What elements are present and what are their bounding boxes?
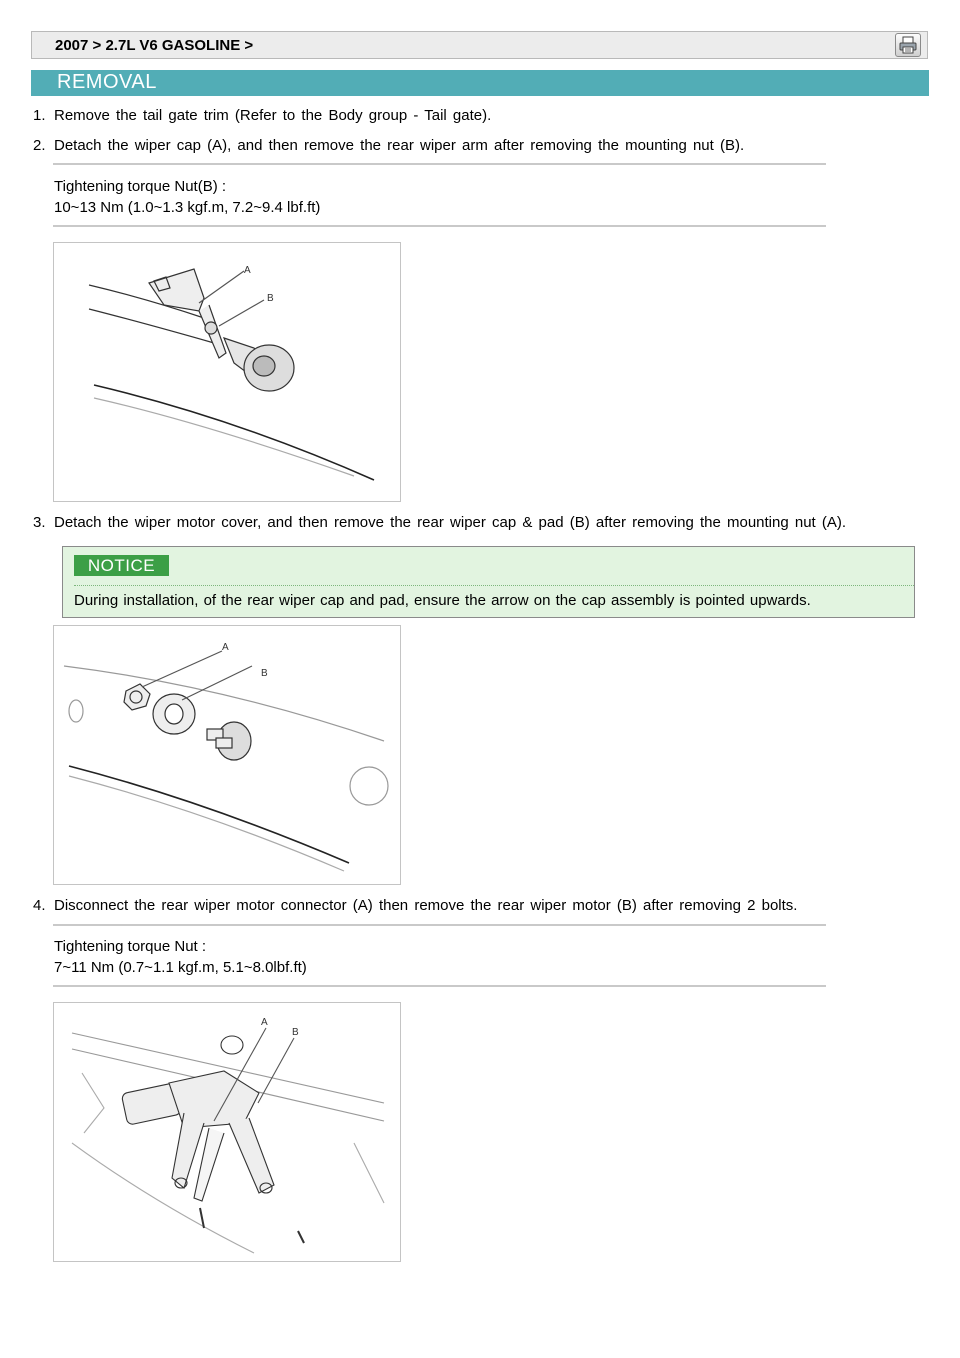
cap-pad-illustration <box>54 626 400 884</box>
section-title: REMOVAL <box>57 71 157 93</box>
callout-b: B <box>267 293 274 304</box>
callout-a: A <box>261 1017 268 1028</box>
spec-value: 10~13 Nm (1.0~1.3 kgf.m, 7.2~9.4 lbf.ft) <box>54 199 321 216</box>
wiper-motor-illustration <box>54 1003 400 1261</box>
step-number: 1. <box>33 107 46 124</box>
notice-text: During installation, of the rear wiper cap and pad, ensure the arrow on the cap assembly is pointed upwards. <box>74 592 811 609</box>
step-text: Detach the wiper motor cover, and then remove the rear wiper cap & pad (B) after removing the mounting nut (A). <box>54 514 847 531</box>
figure-wiper-motor <box>53 1002 401 1262</box>
notice-divider <box>74 585 914 586</box>
step-3 <box>33 514 846 531</box>
wiper-arm-illustration <box>54 243 400 501</box>
spec-label: Tightening torque Nut(B) : <box>54 178 227 195</box>
step-text: Remove the tail gate trim (Refer to the Body group - Tail gate). <box>54 107 492 124</box>
breadcrumb[interactable]: 2007 > 2.7L V6 GASOLINE > <box>55 37 254 54</box>
step-number: 2. <box>33 137 46 154</box>
step-2 <box>33 137 744 154</box>
step-number: 4. <box>33 897 46 914</box>
spec-value: 7~11 Nm (0.7~1.1 kgf.m, 5.1~8.0lbf.ft) <box>54 959 307 976</box>
callout-b: B <box>261 668 268 679</box>
step-text: Detach the wiper cap (A), and then remove the rear wiper arm after removing the mounting nut (B). <box>54 137 745 154</box>
figure-cap-and-pad <box>53 625 401 885</box>
callout-b: B <box>292 1027 299 1038</box>
notice-box <box>62 546 915 618</box>
breadcrumb-bar <box>31 31 928 59</box>
print-button[interactable] <box>895 33 921 57</box>
step-number: 3. <box>33 514 46 531</box>
notice-badge: NOTICE <box>74 555 169 576</box>
step-1 <box>33 107 491 124</box>
step-4 <box>33 897 797 914</box>
spec-label: Tightening torque Nut : <box>54 938 207 955</box>
callout-a: A <box>244 265 251 276</box>
section-header <box>31 70 929 96</box>
figure-wiper-arm <box>53 242 401 502</box>
step-text: Disconnect the rear wiper motor connector (A) then remove the rear wiper motor (B) after removing 2 bolts. <box>54 897 798 914</box>
torque-spec-2 <box>53 924 826 987</box>
callout-a: A <box>222 642 229 653</box>
printer-icon <box>899 36 917 54</box>
torque-spec-1 <box>53 163 826 227</box>
